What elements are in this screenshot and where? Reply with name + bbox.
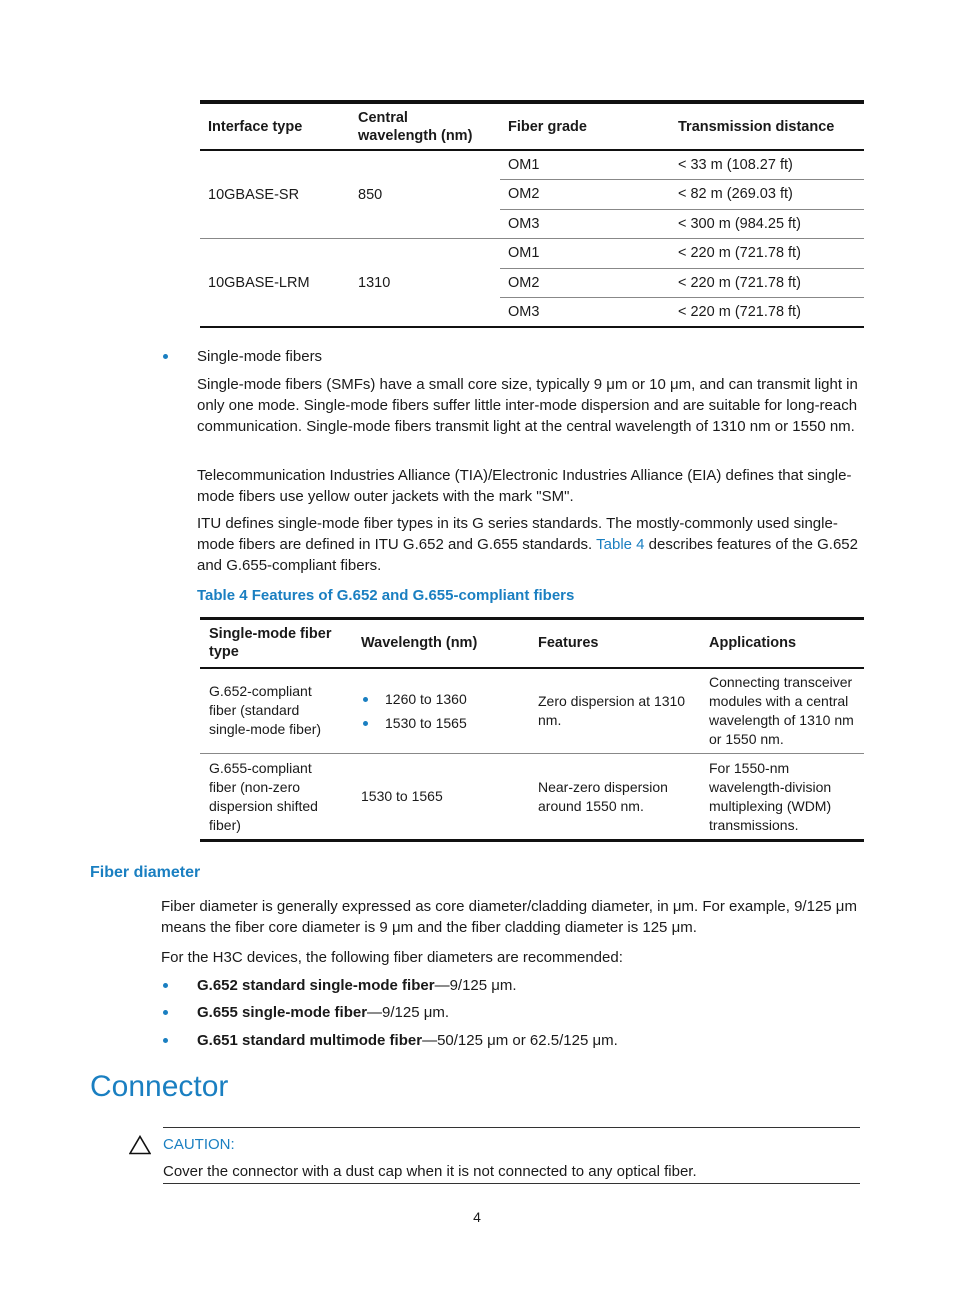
fiber-diameter-heading: Fiber diameter (90, 864, 201, 881)
smf-paragraph-3 (197, 513, 867, 576)
header-applications: Applications (700, 619, 864, 668)
header-wavelength: Wavelength (nm) (352, 619, 529, 668)
interface-cell: 10GBASE-LRM (200, 239, 350, 328)
distance-cell: < 220 m (721.78 ft) (670, 268, 864, 298)
header-features: Features (529, 619, 700, 668)
smf-paragraph-1: Single-mode fibers (SMFs) have a small core size, typically 9 μm or 10 μm, and can transmit light in only one mode. Single-mode fibers suffer little inter-mode dispersion and are suitable for long-reach communication. Single-mode fibers transmit light at the central wavelength of 1310 nm or 1550 nm. (197, 376, 858, 435)
wavelength-list (361, 687, 529, 735)
wavelength-cell (352, 668, 529, 754)
list-item (197, 1002, 449, 1023)
header-fiber-grade: Fiber grade (500, 102, 670, 150)
list-item (197, 1030, 618, 1051)
list-item (361, 687, 529, 711)
bullet-icon (163, 1038, 168, 1043)
list-item (361, 711, 529, 735)
bullet-icon (163, 1010, 168, 1015)
fiber-grade-cell: OM1 (500, 239, 670, 269)
header-fiber-type: Single-mode fiber type (200, 619, 352, 668)
wavelength-cell: 1530 to 1565 (352, 754, 529, 841)
bullet-icon (363, 721, 368, 726)
warning-triangle-icon (129, 1135, 151, 1155)
header-central-wavelength: Central wavelength (nm) (350, 102, 500, 150)
transmission-distance-table (200, 100, 864, 328)
smf-paragraph-3-text: ITU defines single-mode fiber types in its G series standards. The mostly-commonly used single-mode fibers are defined in ITU G.652 and G.655 standards. (197, 515, 838, 553)
fiber-grade-cell: OM2 (500, 180, 670, 210)
fiber-features-table (200, 617, 864, 842)
fiber-diameter-paragraph-1: Fiber diameter is generally expressed as core diameter/cladding diameter, in μm. For example, 9/125 μm means the fiber core diameter is 9 μm and the fiber cladding diameter is 125 μm. (161, 898, 857, 936)
caution-top-rule (163, 1127, 860, 1128)
distance-cell: < 220 m (721.78 ft) (670, 239, 864, 269)
page-number: 4 (473, 1209, 481, 1225)
table-row (200, 668, 864, 754)
distance-cell: < 82 m (269.03 ft) (670, 180, 864, 210)
fiber-spec: —9/125 μm. (434, 977, 517, 994)
header-transmission-distance: Transmission distance (670, 102, 864, 150)
header-interface-type: Interface type (200, 102, 350, 150)
fiber-diameter-paragraph-2: For the H3C devices, the following fiber diameters are recommended: (161, 949, 623, 966)
table-row (200, 239, 864, 269)
bullet-icon (363, 697, 368, 702)
fiber-spec: —50/125 μm or 62.5/125 μm. (422, 1032, 618, 1049)
applications-cell: Connecting transceiver modules with a central wavelength of 1310 nm or 1550 nm. (700, 668, 864, 754)
wavelength-cell: 850 (350, 150, 500, 239)
table-4-link[interactable]: Table 4 (596, 536, 645, 553)
fiber-grade-cell: OM3 (500, 209, 670, 239)
caution-bottom-rule (163, 1183, 860, 1184)
table-header-row (200, 619, 864, 668)
table-header-row (200, 102, 864, 150)
wavelength-cell: 1310 (350, 239, 500, 328)
smf-paragraph-3-text-end: describes features of the G.652 and G.655-compliant fibers. (197, 536, 858, 574)
interface-cell: 10GBASE-SR (200, 150, 350, 239)
fiber-name: G.651 standard multimode fiber (197, 1032, 423, 1049)
single-mode-label: Single-mode fibers (197, 348, 323, 365)
fiber-grade-cell: OM3 (500, 298, 670, 328)
bullet-icon (163, 983, 168, 988)
fiber-type-cell: G.655-compliant fiber (non-zero dispersion shifted fiber) (200, 754, 352, 841)
applications-cell: For 1550-nm wavelength-division multiplexing (WDM) transmissions. (700, 754, 864, 841)
features-cell: Zero dispersion at 1310 nm. (529, 668, 700, 754)
smf-paragraph-2: Telecommunication Industries Alliance (TIA)/Electronic Industries Alliance (EIA) defines that single-mode fibers use yellow outer jackets with the mark "SM". (197, 467, 852, 505)
fiber-name: G.652 standard single-mode fiber (197, 977, 435, 994)
wavelength-value: 1260 to 1360 (385, 690, 467, 707)
distance-cell: < 33 m (108.27 ft) (670, 150, 864, 180)
table-4-caption: Table 4 Features of G.652 and G.655-compliant fibers (197, 587, 575, 604)
bullet-icon (163, 354, 168, 359)
caution-label: CAUTION: (163, 1136, 235, 1153)
table-row (200, 754, 864, 841)
fiber-name: G.655 single-mode fiber (197, 1004, 368, 1021)
fiber-type-cell: G.652-compliant fiber (standard single-mode fiber) (200, 668, 352, 754)
caution-text: Cover the connector with a dust cap when it is not connected to any optical fiber. (163, 1163, 697, 1180)
table-row (200, 150, 864, 180)
features-cell: Near-zero dispersion around 1550 nm. (529, 754, 700, 841)
fiber-grade-cell: OM2 (500, 268, 670, 298)
distance-cell: < 300 m (984.25 ft) (670, 209, 864, 239)
wavelength-value: 1530 to 1565 (385, 714, 467, 731)
list-item (197, 975, 517, 996)
fiber-spec: —9/125 μm. (367, 1004, 450, 1021)
distance-cell: < 220 m (721.78 ft) (670, 298, 864, 328)
connector-heading: Connector (90, 1070, 229, 1103)
list-item-single-mode (197, 346, 322, 367)
fiber-grade-cell: OM1 (500, 150, 670, 180)
